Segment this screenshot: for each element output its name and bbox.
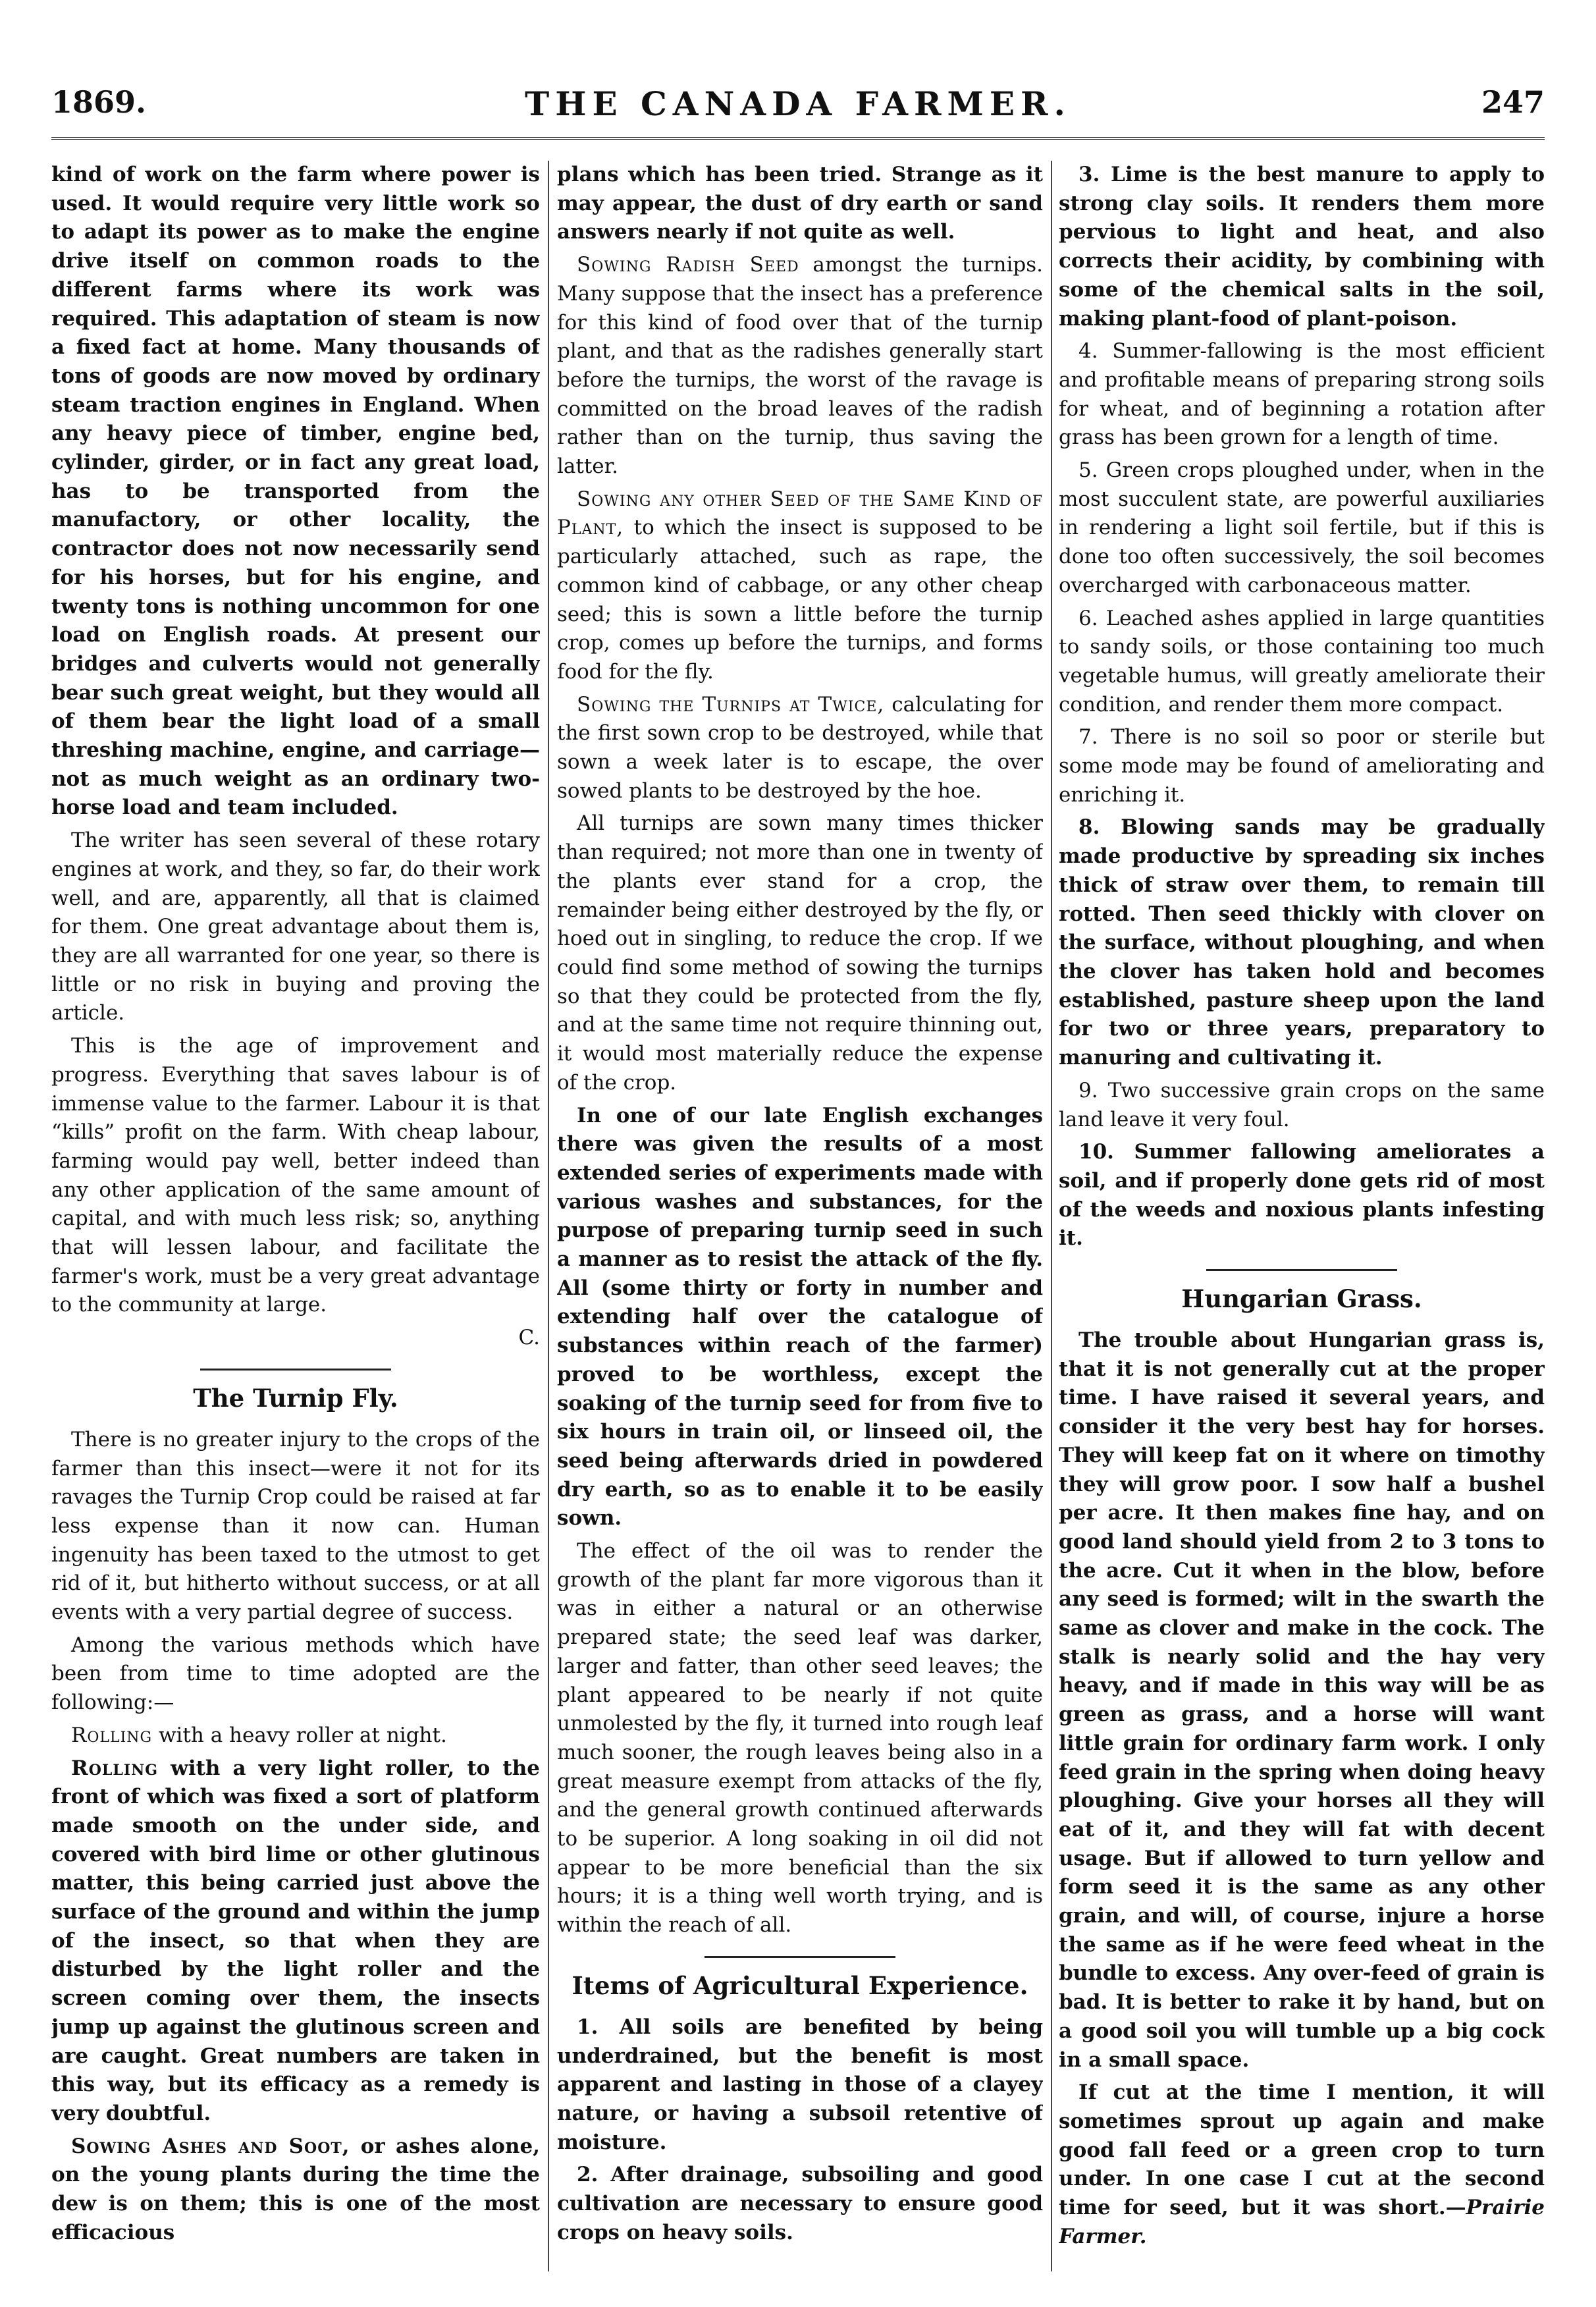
numbered-item: 8. Blowing sands may be gradually made productive by spreading six inches thick of straw over them, to remain till rotted. Then seed thickly with clover on the surface, without ploughing, and when the clover has taken hold and becomes established, pasture sheep upon the land for two or three years, preparatory to manuring and cultivating it. [1059, 815, 1545, 1070]
paragraph: This is the age of improvement and progress. Everything that saves labour is of immense value to the farmer. Labour it is that “kills” profit on the farm. With cheap labour, farming would pay well, better indeed than any other application of the same amount of capital, and with much less risk; so, anything that will lessen labour, and facilitate the farmer's work, must be a very great advantage to the community at large. [51, 1034, 540, 1317]
article-title: Items of Agricultural Experience. [572, 1970, 1028, 2000]
numbered-item: 7. There is no soil so poor or sterile but some mode may be found of ameliorating and enriching it. [1059, 725, 1545, 807]
issue-year: 1869. [51, 84, 147, 120]
item-text: with a heavy roller at night. [152, 1723, 447, 1747]
paragraph: All turnips are sown many times thicker than required; not more than one in twenty of the plants ever stand for a crop, the remainder being either destroyed by the fly, or hoed out in singling, to reduce the crop. If we could find some method of sowing the turnips so that they could be protected from the fly, and at the same time not require thinning out, it would most materially reduce the expense of the crop. [557, 811, 1043, 1095]
section-divider [1206, 1269, 1397, 1271]
list-item [557, 485, 1043, 687]
paragraph: plans which has been tried. Strange as it may appear, the dust of dry earth or sand answers nearly if not quite as well. [557, 163, 1043, 244]
item-text: calculating for the first sown crop to be destroyed, while that sown a week later is to escape, the over sowed plants to be destroyed by the hoe. [557, 692, 1043, 803]
numbered-item: 5. Green crops ploughed under, when in the most succulent state, are powerful auxiliaries in rendering a light soil fertile, but if this is done too often successively, the soil becomes overcharged with carbonaceous matter. [1059, 458, 1545, 597]
paragraph [1059, 2078, 1545, 2251]
paragraph: In one of our late English exchanges there was given the results of a most extended series of experiments made with various washes and substances, for the purpose of preparing turnip seed in such a manner as to resist the attack of the fly. All (some thirty or forty in number and extending half over the catalogue of substances within reach of the farmer) proved to be worthless, except the soaking of the turnip seed for from five to six hours in train oil, or linseed oil, the seed being afterwards dried in powdered dry earth, so as to enable it to be easily sown. [557, 1103, 1043, 1531]
item-heading: Sowing Ashes and Soot, [71, 2134, 350, 2158]
item-text: with a very light roller, to the front of which was fixed a sort of platform made smooth on the under side, and covered with bird lime or other glutinous matter, this being carried just above the surface of the ground and within the jump of the insect, so that when they are disturbed by the light roller and the screen coming over them, the insects jump up against the glutinous screen and are caught. Great numbers are taken in this way, but its efficacy as a remedy is very doubtful. [51, 1756, 540, 2125]
section-divider [705, 1956, 895, 1958]
numbered-item: 6. Leached ashes applied in large quantities to sandy soils, or those containing too much vegetable humus, will greatly ameliorate their condition, and render them more compact. [1059, 606, 1545, 717]
numbered-item: 1. All soils are benefited by being underdrained, but the benefit is most apparent and lasting in those of a clayey nature, or having a subsoil retentive of moisture. [557, 2015, 1043, 2154]
section-divider [200, 1369, 391, 1371]
column-2 [557, 161, 1043, 2271]
list-item [557, 691, 1043, 806]
masthead [51, 84, 1545, 140]
newspaper-title: THE CANADA FARMER. [525, 84, 1071, 123]
numbered-item: 9. Two successive grain crops on the same land leave it very foul. [1059, 1078, 1545, 1131]
page-number: 247 [1481, 84, 1545, 120]
list-item [51, 1754, 540, 2129]
author-signature: C. [518, 1326, 540, 1350]
source-credit: Prairie Farmer. [1059, 2196, 1545, 2248]
column-rule [548, 161, 549, 2271]
list-item [51, 1722, 540, 1751]
paragraph: kind of work on the farm where power is used. It would require very little work so to adapt its power as to make the engine drive itself on common roads to the different farms where its work was required. This adaptation of steam is now a fixed fact at home. Many thousands of tons of goods are now moved by ordinary steam traction engines in England. When any heavy piece of timber, engine bed, cylinder, girder, or in fact any great load, has to be transported from the manufactory, or other locality, the contractor does not now necessarily send for his horses, but for his engine, and twenty tons is nothing uncommon for one load on English roads. At present our bridges and culverts would not generally bear such great weight, but they would all of them bear the light load of a small threshing machine, engine, and carriage—not as much weight as an ordinary two-horse load and team included. [51, 163, 540, 820]
column-1 [51, 161, 540, 2271]
article-title: Hungarian Grass. [1181, 1284, 1422, 1314]
numbered-item: 2. After drainage, subsoiling and good cultivation are necessary to ensure good crops on heavy soils. [557, 2163, 1043, 2244]
list-item [51, 2132, 540, 2248]
paragraph: Among the various methods which have been from time to time adopted are the following:— [51, 1633, 540, 1715]
column-rule [1051, 161, 1052, 2271]
numbered-item: 3. Lime is the best manure to apply to strong clay soils. It renders them more pervious to light and heat, and also corrects their acidity, by combining with some of the chemical salts in the soil, making plant-food of plant-poison. [1059, 163, 1545, 331]
list-item [557, 251, 1043, 481]
paragraph: The trouble about Hungarian grass is, that it is not generally cut at the proper time. I have raised it several years, and consider it the very best hay for horses. They will keep fat on it where on timothy they will grow poor. I sow half a bushel per acre. It then makes fine hay, and on good land should yield from 2 to 3 tons to the acre. Cut it when in the blow, before any seed is formed; wilt in the swarth the same as clover and make in the cock. The stalk is nearly solid and the hay very heavy, and if made in this way will be as green as grass, and a horse will want little grain for ordinary farm work. I only feed grain in the spring when doing heavy ploughing. Give your horses all they will eat of it, and they will fat with decent usage. But if allowed to turn yellow and form seed it is the same as any other grain, and will, of course, injure a horse the same as if he were feed wheat in the bundle to excess. Any over-feed of grain is bad. It is better to rake it by hand, but on a good soil you will tumble up a big cock in a small space. [1059, 1328, 1545, 2072]
item-heading: Rolling [71, 1756, 159, 1780]
column-3 [1059, 161, 1545, 2271]
paragraph: The effect of the oil was to render the growth of the plant far more vigorous than it was in either a natural or an otherwise prepared state; the seed leaf was darker, larger and fatter, than other seed leaves; the plant appeared to be nearly if not quite unmolested by the fly, it turned into rough leaf much sooner, the rough leaves being also in a great measure exempt from attacks of the fly, and the general growth continued afterwards to be superior. A long soaking in oil did not appear to be more beneficial than the six hours; it is a thing well worth trying, and is within the reach of all. [557, 1539, 1043, 1938]
item-heading: Sowing Radish Seed [577, 253, 799, 277]
item-text: to which the insect is supposed to be particularly attached, such as rape, the common kind of cabbage, or any other cheap seed; this is sown a little before the turnip crop, comes up before the turnips, and forms food for the fly. [557, 516, 1043, 684]
paragraph: The writer has seen several of these rotary engines at work, and they, so far, do their work well, and are, apparently, all that is claimed for them. One great advantage about them is, they are all warranted for one year, so there is little or no risk in buying and proving the article. [51, 828, 540, 1025]
paragraph-text: If cut at the time I mention, it will sometimes sprout up again and make good fall feed or a green crop to turn under. In one case I cut at the second time for seed, but it was short.— [1059, 2080, 1545, 2220]
numbered-item: 10. Summer fallowing ameliorates a soil, and if properly done gets rid of most of the weeds and noxious plants infesting it. [1059, 1140, 1545, 1251]
item-heading: Sowing the Turnips at Twice, [577, 692, 885, 717]
item-text: amongst the turnips. Many suppose that the insect has a preference for this kind of food over that of the turnip plant, and that as the radishes generally start before the turnips, the worst of the ravage is committed on the broad leaves of the radish rather than on the turnip, thus saving the latter. [557, 253, 1043, 479]
item-text: or ashes alone, on the young plants during the time the dew is on them; this is one of the most efficacious [51, 2134, 540, 2244]
article-title: The Turnip Fly. [193, 1383, 398, 1413]
numbered-item: 4. Summer-fallowing is the most efficient and profitable means of preparing strong soils for wheat, and of beginning a rotation after grass has been grown for a length of time. [1059, 339, 1545, 450]
item-heading: Rolling [71, 1723, 153, 1747]
item-heading: Sowing any other Seed of the Same Kind of Plant, [557, 487, 1043, 540]
paragraph: There is no greater injury to the crops of the farmer than this insect—were it not for its ravages the Turnip Crop could be raised at far less expense than it now can. Human ingenuity has been taxed to the utmost to get rid of it, but hitherto without success, or at all events with a very partial degree of success. [51, 1427, 540, 1625]
